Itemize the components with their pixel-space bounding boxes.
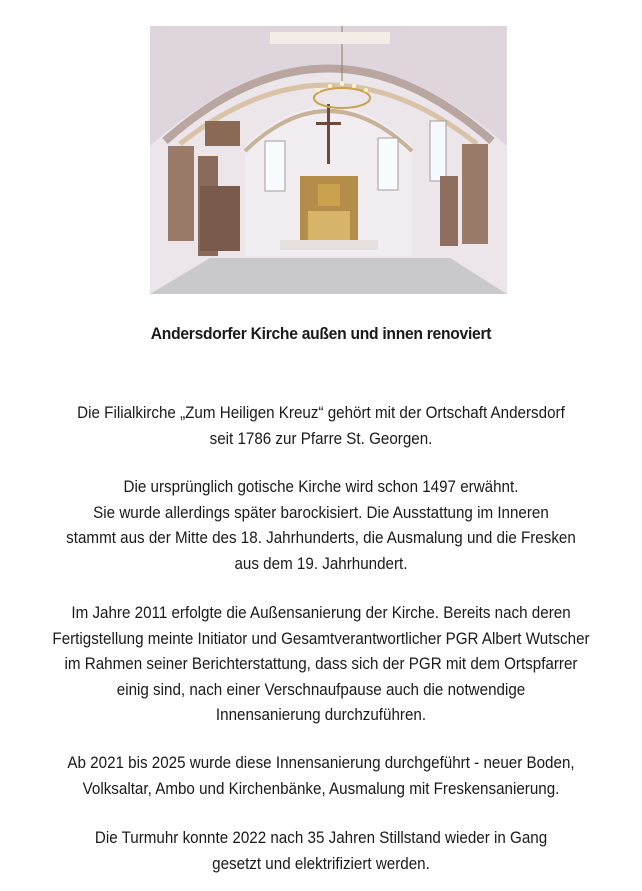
text-line: Innensanierung durchzuführen. — [215, 706, 427, 724]
text-line: Die Turmuhr konnte 2022 nach 35 Jahren Stillstand wieder in Gang — [94, 829, 548, 847]
text-line: Sie wurde allerdings später barockisiert. Die Ausstattung im Inneren — [93, 503, 549, 522]
text-line: gesetzt und elektrifiziert werden. — [212, 854, 430, 873]
text-line: aus dem 19. Jahrhundert. — [234, 554, 408, 573]
paragraph-origin — [40, 475, 601, 577]
text-line: einig sind, nach einer Verschnaufpause auch die notwendige — [116, 680, 526, 699]
text-line: im Rahmen seiner Berichterstattung, dass sich der PGR mit dem Ortspfarrer — [64, 655, 578, 673]
paragraph-exterior-renovation — [40, 601, 601, 729]
paragraph-interior-renovation — [40, 751, 601, 802]
text-line: seit 1786 zur Pfarre St. Georgen. — [209, 429, 433, 448]
text-line: stammt aus der Mitte des 18. Jahrhunderts, die Ausmalung und die Fresken — [66, 529, 576, 547]
text-line: Ab 2021 bis 2025 wurde diese Innensanierung durchgeführt - neuer Boden, — [67, 754, 575, 772]
church-interior-photo — [150, 26, 507, 294]
text-line: Die Filialkirche „Zum Heiligen Kreuz“ gehört mit der Ortschaft Andersdorf — [77, 404, 565, 422]
text-line: Die ursprünglich gotische Kirche wird schon 1497 erwähnt. — [123, 478, 519, 496]
paragraph-tower-clock — [40, 826, 601, 877]
text-line: Fertigstellung meinte Initiator und Gesamtverantwortlicher PGR Albert Wutscher — [52, 629, 590, 648]
headline: Andersdorfer Kirche außen und innen renoviert — [150, 324, 492, 343]
text-line: Volksaltar, Ambo und Kirchenbänke, Ausmalung mit Freskensanierung. — [82, 779, 560, 798]
text-line: Im Jahre 2011 erfolgte die Außensanierung der Kirche. Bereits nach deren — [71, 604, 571, 622]
paragraph-history — [40, 401, 601, 452]
